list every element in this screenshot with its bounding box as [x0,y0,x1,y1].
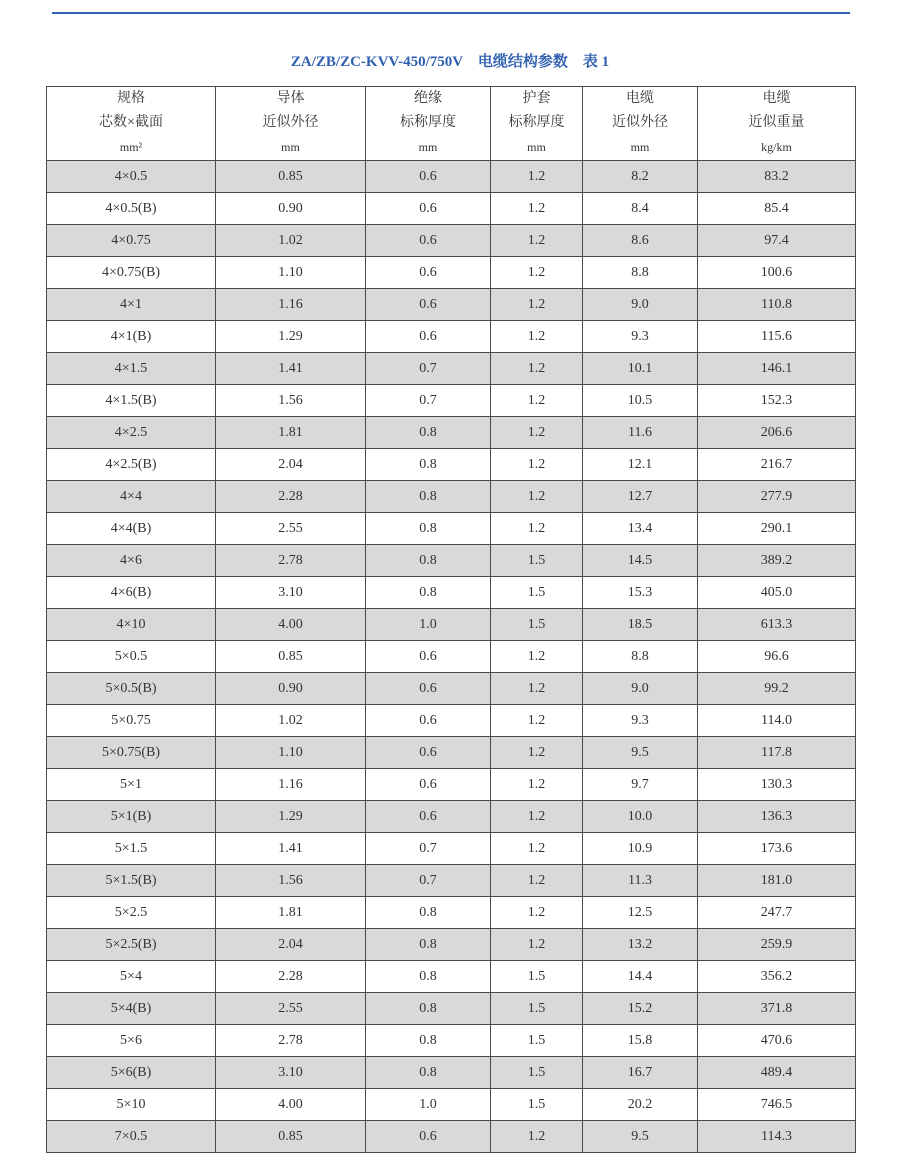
cell-cable-weight: 85.4 [698,193,856,225]
table-row [47,513,856,545]
cell-cable-diameter: 8.4 [583,193,698,225]
cell-spec: 4×1 [47,289,216,321]
cell-spec: 4×1.5(B) [47,385,216,417]
cell-sheath-thickness: 1.2 [491,225,583,257]
cell-spec: 4×4(B) [47,513,216,545]
cell-sheath-thickness: 1.2 [491,641,583,673]
cell-insulation-thickness: 0.6 [366,257,491,289]
cell-cable-diameter: 12.5 [583,897,698,929]
cell-spec: 4×4 [47,481,216,513]
cell-conductor-diameter: 0.85 [216,1121,366,1153]
cell-cable-diameter: 9.0 [583,673,698,705]
cell-cable-diameter: 15.3 [583,577,698,609]
cell-cable-diameter: 11.6 [583,417,698,449]
cell-spec: 5×1(B) [47,801,216,833]
cell-cable-weight: 83.2 [698,161,856,193]
table-body [47,161,856,1153]
cell-spec: 4×1(B) [47,321,216,353]
cell-cable-weight: 277.9 [698,481,856,513]
table-row [47,833,856,865]
cell-conductor-diameter: 2.04 [216,449,366,481]
table-row [47,801,856,833]
cell-sheath-thickness: 1.2 [491,449,583,481]
cell-conductor-diameter: 1.29 [216,321,366,353]
cell-spec: 5×6(B) [47,1057,216,1089]
table-row [47,705,856,737]
cell-cable-weight: 259.9 [698,929,856,961]
table-row [47,193,856,225]
cell-sheath-thickness: 1.2 [491,385,583,417]
cell-cable-weight: 117.8 [698,737,856,769]
cell-insulation-thickness: 0.7 [366,865,491,897]
cell-cable-diameter: 9.0 [583,289,698,321]
cell-insulation-thickness: 0.6 [366,673,491,705]
cell-conductor-diameter: 0.90 [216,673,366,705]
cell-spec: 5×1.5(B) [47,865,216,897]
cell-cable-diameter: 18.5 [583,609,698,641]
cell-sheath-thickness: 1.2 [491,257,583,289]
cell-sheath-thickness: 1.2 [491,481,583,513]
table-row [47,929,856,961]
cell-sheath-thickness: 1.5 [491,577,583,609]
cell-sheath-thickness: 1.2 [491,769,583,801]
table-row [47,1089,856,1121]
cell-conductor-diameter: 0.85 [216,161,366,193]
header-insulation-thickness: 绝缘 标称厚度 mm [366,87,491,161]
cell-spec: 4×0.75 [47,225,216,257]
cell-cable-weight: 746.5 [698,1089,856,1121]
cell-sheath-thickness: 1.2 [491,161,583,193]
cell-conductor-diameter: 1.02 [216,225,366,257]
cell-conductor-diameter: 1.56 [216,385,366,417]
cell-sheath-thickness: 1.2 [491,801,583,833]
cell-cable-weight: 206.6 [698,417,856,449]
cell-spec: 7×0.5 [47,1121,216,1153]
header-cable-diameter: 电缆 近似外径 mm [583,87,698,161]
cell-cable-weight: 146.1 [698,353,856,385]
cell-insulation-thickness: 0.8 [366,1057,491,1089]
cell-cable-diameter: 15.2 [583,993,698,1025]
cell-insulation-thickness: 0.8 [366,577,491,609]
cell-insulation-thickness: 0.8 [366,417,491,449]
header-conductor-diameter: 导体 近似外径 mm [216,87,366,161]
cell-cable-weight: 110.8 [698,289,856,321]
cell-cable-diameter: 9.5 [583,737,698,769]
cell-insulation-thickness: 0.6 [366,289,491,321]
cell-conductor-diameter: 0.85 [216,641,366,673]
cell-conductor-diameter: 2.28 [216,481,366,513]
cell-cable-diameter: 12.7 [583,481,698,513]
cell-insulation-thickness: 1.0 [366,1089,491,1121]
table-row [47,417,856,449]
cell-sheath-thickness: 1.2 [491,705,583,737]
table-row [47,609,856,641]
cell-spec: 4×0.75(B) [47,257,216,289]
cell-cable-diameter: 14.5 [583,545,698,577]
table-row [47,481,856,513]
cell-conductor-diameter: 1.10 [216,257,366,289]
table-title: ZA/ZB/ZC-KVV-450/750V 电缆结构参数 表 1 [290,54,610,70]
table-row [47,897,856,929]
cell-insulation-thickness: 0.6 [366,193,491,225]
cell-conductor-diameter: 2.78 [216,1025,366,1057]
cell-cable-diameter: 8.2 [583,161,698,193]
cell-spec: 5×0.5(B) [47,673,216,705]
cell-sheath-thickness: 1.2 [491,193,583,225]
cell-cable-weight: 405.0 [698,577,856,609]
cell-insulation-thickness: 0.6 [366,321,491,353]
cell-sheath-thickness: 1.2 [491,737,583,769]
cell-spec: 4×2.5(B) [47,449,216,481]
cell-conductor-diameter: 1.41 [216,353,366,385]
cell-spec: 5×2.5 [47,897,216,929]
cell-conductor-diameter: 1.29 [216,801,366,833]
cell-sheath-thickness: 1.2 [491,929,583,961]
cell-spec: 4×2.5 [47,417,216,449]
cell-spec: 5×2.5(B) [47,929,216,961]
cell-insulation-thickness: 0.8 [366,481,491,513]
header-spec: 规格 芯数×截面 mm² [47,87,216,161]
table-row [47,769,856,801]
cell-insulation-thickness: 0.8 [366,449,491,481]
cell-spec: 5×1 [47,769,216,801]
cell-sheath-thickness: 1.2 [491,353,583,385]
cell-conductor-diameter: 1.41 [216,833,366,865]
cell-cable-weight: 115.6 [698,321,856,353]
cell-spec: 5×1.5 [47,833,216,865]
top-rule [52,12,850,14]
cell-cable-diameter: 20.2 [583,1089,698,1121]
cell-cable-weight: 489.4 [698,1057,856,1089]
table-row [47,961,856,993]
cell-insulation-thickness: 0.6 [366,161,491,193]
cell-spec: 4×0.5(B) [47,193,216,225]
table-row [47,993,856,1025]
cell-cable-weight: 114.3 [698,1121,856,1153]
cell-cable-diameter: 9.5 [583,1121,698,1153]
cell-spec: 5×0.75(B) [47,737,216,769]
cell-cable-weight: 173.6 [698,833,856,865]
cell-conductor-diameter: 1.16 [216,769,366,801]
table-row [47,737,856,769]
cell-cable-weight: 247.7 [698,897,856,929]
table-row [47,1057,856,1089]
cell-cable-diameter: 10.0 [583,801,698,833]
cell-spec: 5×4(B) [47,993,216,1025]
cell-sheath-thickness: 1.2 [491,289,583,321]
cell-cable-diameter: 8.8 [583,257,698,289]
cell-sheath-thickness: 1.5 [491,961,583,993]
cell-sheath-thickness: 1.2 [491,513,583,545]
cell-cable-diameter: 15.8 [583,1025,698,1057]
cell-cable-weight: 290.1 [698,513,856,545]
cell-cable-weight: 613.3 [698,609,856,641]
table-row [47,673,856,705]
table-row [47,353,856,385]
cell-cable-weight: 152.3 [698,385,856,417]
table-row [47,161,856,193]
cell-cable-diameter: 13.2 [583,929,698,961]
cell-cable-weight: 100.6 [698,257,856,289]
cell-sheath-thickness: 1.5 [491,1057,583,1089]
cell-sheath-thickness: 1.2 [491,417,583,449]
table-row [47,865,856,897]
cell-conductor-diameter: 4.00 [216,609,366,641]
table-row [47,1025,856,1057]
table-row [47,449,856,481]
cell-conductor-diameter: 1.10 [216,737,366,769]
cell-cable-weight: 96.6 [698,641,856,673]
cell-sheath-thickness: 1.2 [491,321,583,353]
cell-cable-diameter: 12.1 [583,449,698,481]
cell-cable-weight: 389.2 [698,545,856,577]
cell-cable-diameter: 8.6 [583,225,698,257]
cell-spec: 5×6 [47,1025,216,1057]
cell-conductor-diameter: 1.56 [216,865,366,897]
cell-cable-weight: 470.6 [698,1025,856,1057]
cell-cable-weight: 371.8 [698,993,856,1025]
cell-cable-diameter: 13.4 [583,513,698,545]
cell-cable-diameter: 16.7 [583,1057,698,1089]
cell-conductor-diameter: 2.55 [216,993,366,1025]
cell-conductor-diameter: 3.10 [216,577,366,609]
cell-spec: 4×6 [47,545,216,577]
table-row [47,545,856,577]
table-row [47,385,856,417]
table-row [47,257,856,289]
cell-sheath-thickness: 1.5 [491,993,583,1025]
cell-insulation-thickness: 0.8 [366,929,491,961]
cell-spec: 4×0.5 [47,161,216,193]
cell-sheath-thickness: 1.2 [491,833,583,865]
cell-conductor-diameter: 4.00 [216,1089,366,1121]
cell-cable-weight: 216.7 [698,449,856,481]
cell-spec: 4×10 [47,609,216,641]
table-row [47,1121,856,1153]
cell-conductor-diameter: 2.55 [216,513,366,545]
cell-sheath-thickness: 1.2 [491,1121,583,1153]
cell-sheath-thickness: 1.5 [491,1089,583,1121]
cell-insulation-thickness: 0.6 [366,641,491,673]
header-row [47,87,856,161]
cell-sheath-thickness: 1.2 [491,865,583,897]
cell-conductor-diameter: 1.16 [216,289,366,321]
cell-insulation-thickness: 0.8 [366,993,491,1025]
table-row [47,641,856,673]
cell-sheath-thickness: 1.2 [491,673,583,705]
cell-conductor-diameter: 2.78 [216,545,366,577]
cell-insulation-thickness: 0.6 [366,225,491,257]
cell-insulation-thickness: 0.6 [366,737,491,769]
table-row [47,321,856,353]
table-row [47,289,856,321]
cell-cable-diameter: 8.8 [583,641,698,673]
cell-insulation-thickness: 0.6 [366,801,491,833]
cell-sheath-thickness: 1.5 [491,545,583,577]
cell-insulation-thickness: 0.7 [366,353,491,385]
cell-conductor-diameter: 2.28 [216,961,366,993]
header-cable-weight: 电缆 近似重量 kg/km [698,87,856,161]
cell-spec: 5×0.5 [47,641,216,673]
cell-conductor-diameter: 1.81 [216,897,366,929]
header-sheath-thickness: 护套 标称厚度 mm [491,87,583,161]
cell-conductor-diameter: 2.04 [216,929,366,961]
cell-spec: 5×10 [47,1089,216,1121]
cell-sheath-thickness: 1.5 [491,609,583,641]
cell-insulation-thickness: 0.8 [366,1025,491,1057]
cell-sheath-thickness: 1.5 [491,1025,583,1057]
cell-cable-weight: 114.0 [698,705,856,737]
cell-insulation-thickness: 0.8 [366,513,491,545]
cell-cable-diameter: 10.5 [583,385,698,417]
cell-cable-weight: 99.2 [698,673,856,705]
table-row [47,225,856,257]
cell-cable-diameter: 9.7 [583,769,698,801]
cell-spec: 5×0.75 [47,705,216,737]
cell-cable-diameter: 9.3 [583,321,698,353]
cell-insulation-thickness: 0.8 [366,545,491,577]
cell-cable-diameter: 10.9 [583,833,698,865]
cell-conductor-diameter: 0.90 [216,193,366,225]
cable-parameter-table [46,86,856,1153]
cell-cable-diameter: 9.3 [583,705,698,737]
cell-cable-weight: 130.3 [698,769,856,801]
cell-cable-diameter: 14.4 [583,961,698,993]
table-row [47,577,856,609]
cell-insulation-thickness: 0.6 [366,769,491,801]
cell-conductor-diameter: 1.02 [216,705,366,737]
cell-cable-weight: 97.4 [698,225,856,257]
cell-conductor-diameter: 3.10 [216,1057,366,1089]
cell-sheath-thickness: 1.2 [491,897,583,929]
cell-cable-weight: 356.2 [698,961,856,993]
cell-insulation-thickness: 1.0 [366,609,491,641]
cell-insulation-thickness: 0.8 [366,897,491,929]
cell-spec: 4×6(B) [47,577,216,609]
cell-conductor-diameter: 1.81 [216,417,366,449]
cell-insulation-thickness: 0.8 [366,961,491,993]
cell-cable-weight: 181.0 [698,865,856,897]
cell-insulation-thickness: 0.6 [366,705,491,737]
cell-insulation-thickness: 0.7 [366,385,491,417]
cell-spec: 4×1.5 [47,353,216,385]
cell-cable-diameter: 10.1 [583,353,698,385]
cell-cable-diameter: 11.3 [583,865,698,897]
cell-insulation-thickness: 0.6 [366,1121,491,1153]
cell-cable-weight: 136.3 [698,801,856,833]
cell-spec: 5×4 [47,961,216,993]
cell-insulation-thickness: 0.7 [366,833,491,865]
